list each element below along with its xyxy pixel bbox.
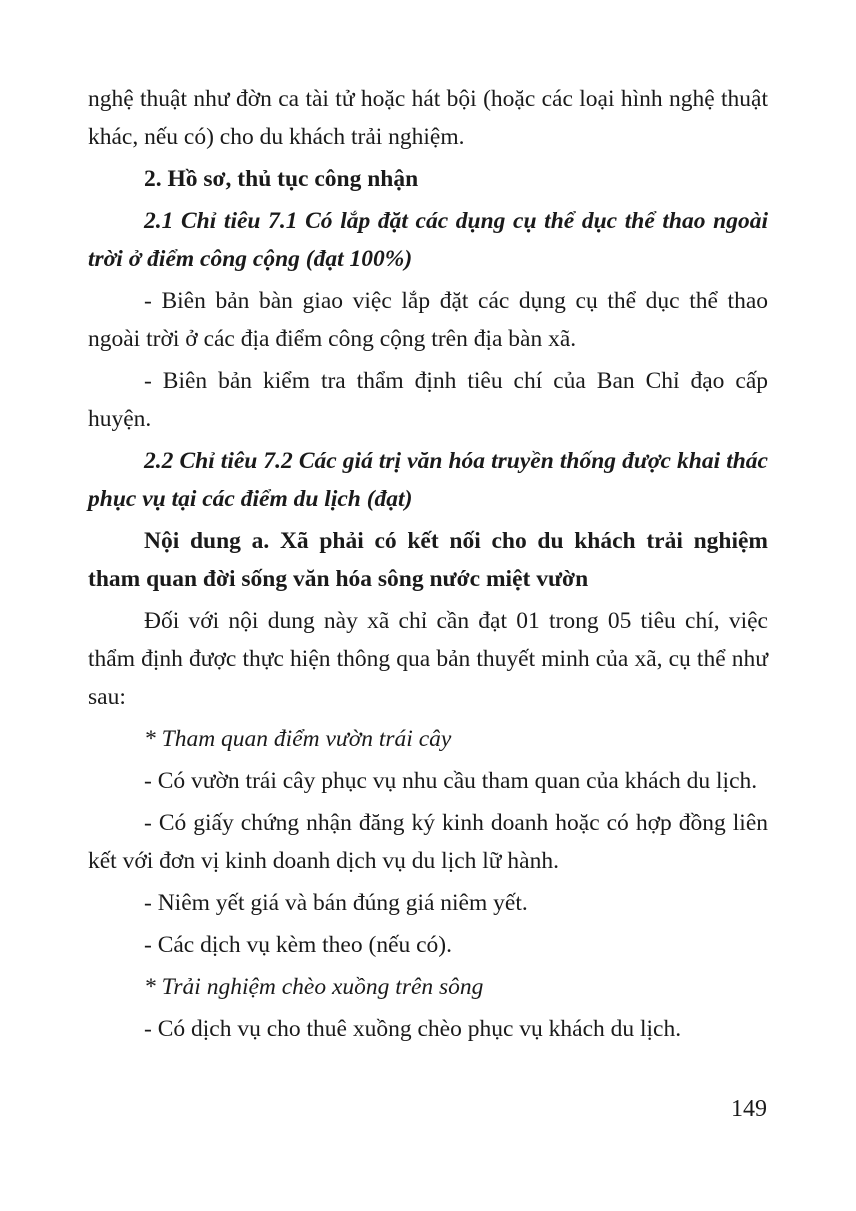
section-heading: 2. Hồ sơ, thủ tục công nhận [144,166,419,192]
list-item: - Biên bản bàn giao việc lắp đặt các dụng cụ thể dục thể thao ngoài trời ở các địa điểm công cộng trên địa bàn xã. [88,288,768,352]
paragraph-continuation: nghệ thuật như đờn ca tài tử hoặc hát bội (hoặc các loại hình nghệ thuật khác, nếu có) cho du khách trải nghiệm. [88,86,768,150]
body-paragraph: Đối với nội dung này xã chỉ cần đạt 01 trong 05 tiêu chí, việc thẩm định được thực hiện thông qua bản thuyết minh của xã, cụ thể như sau: [88,608,768,710]
criterion-heading-7-2: 2.2 Chỉ tiêu 7.2 Các giá trị văn hóa truyền thống được khai thác phục vụ tại các điểm du lịch (đạt) [88,448,768,512]
list-item: - Có giấy chứng nhận đăng ký kinh doanh hoặc có hợp đồng liên kết với đơn vị kinh doanh dịch vụ du lịch lữ hành. [88,810,768,874]
list-item: - Có dịch vụ cho thuê xuồng chèo phục vụ khách du lịch. [144,1016,682,1042]
list-item: - Niêm yết giá và bán đúng giá niêm yết. [144,890,528,916]
list-item: - Các dịch vụ kèm theo (nếu có). [144,932,453,958]
subsection-boat-rowing: * Trải nghiệm chèo xuồng trên sông [144,974,484,1000]
page-number: 149 [731,1096,767,1122]
list-item: - Biên bản kiểm tra thẩm định tiêu chí của Ban Chỉ đạo cấp huyện. [88,368,768,432]
criterion-heading-7-1: 2.1 Chỉ tiêu 7.1 Có lắp đặt các dụng cụ thể dục thể thao ngoài trời ở điểm công cộng (đạt 100%) [88,208,768,272]
list-item: - Có vườn trái cây phục vụ nhu cầu tham quan của khách du lịch. [144,768,758,794]
subsection-fruit-garden: * Tham quan điểm vườn trái cây [144,726,452,752]
page-body [88,80,768,1052]
content-heading-a: Nội dung a. Xã phải có kết nối cho du khách trải nghiệm tham quan đời sống văn hóa sông nước miệt vườn [88,528,768,592]
